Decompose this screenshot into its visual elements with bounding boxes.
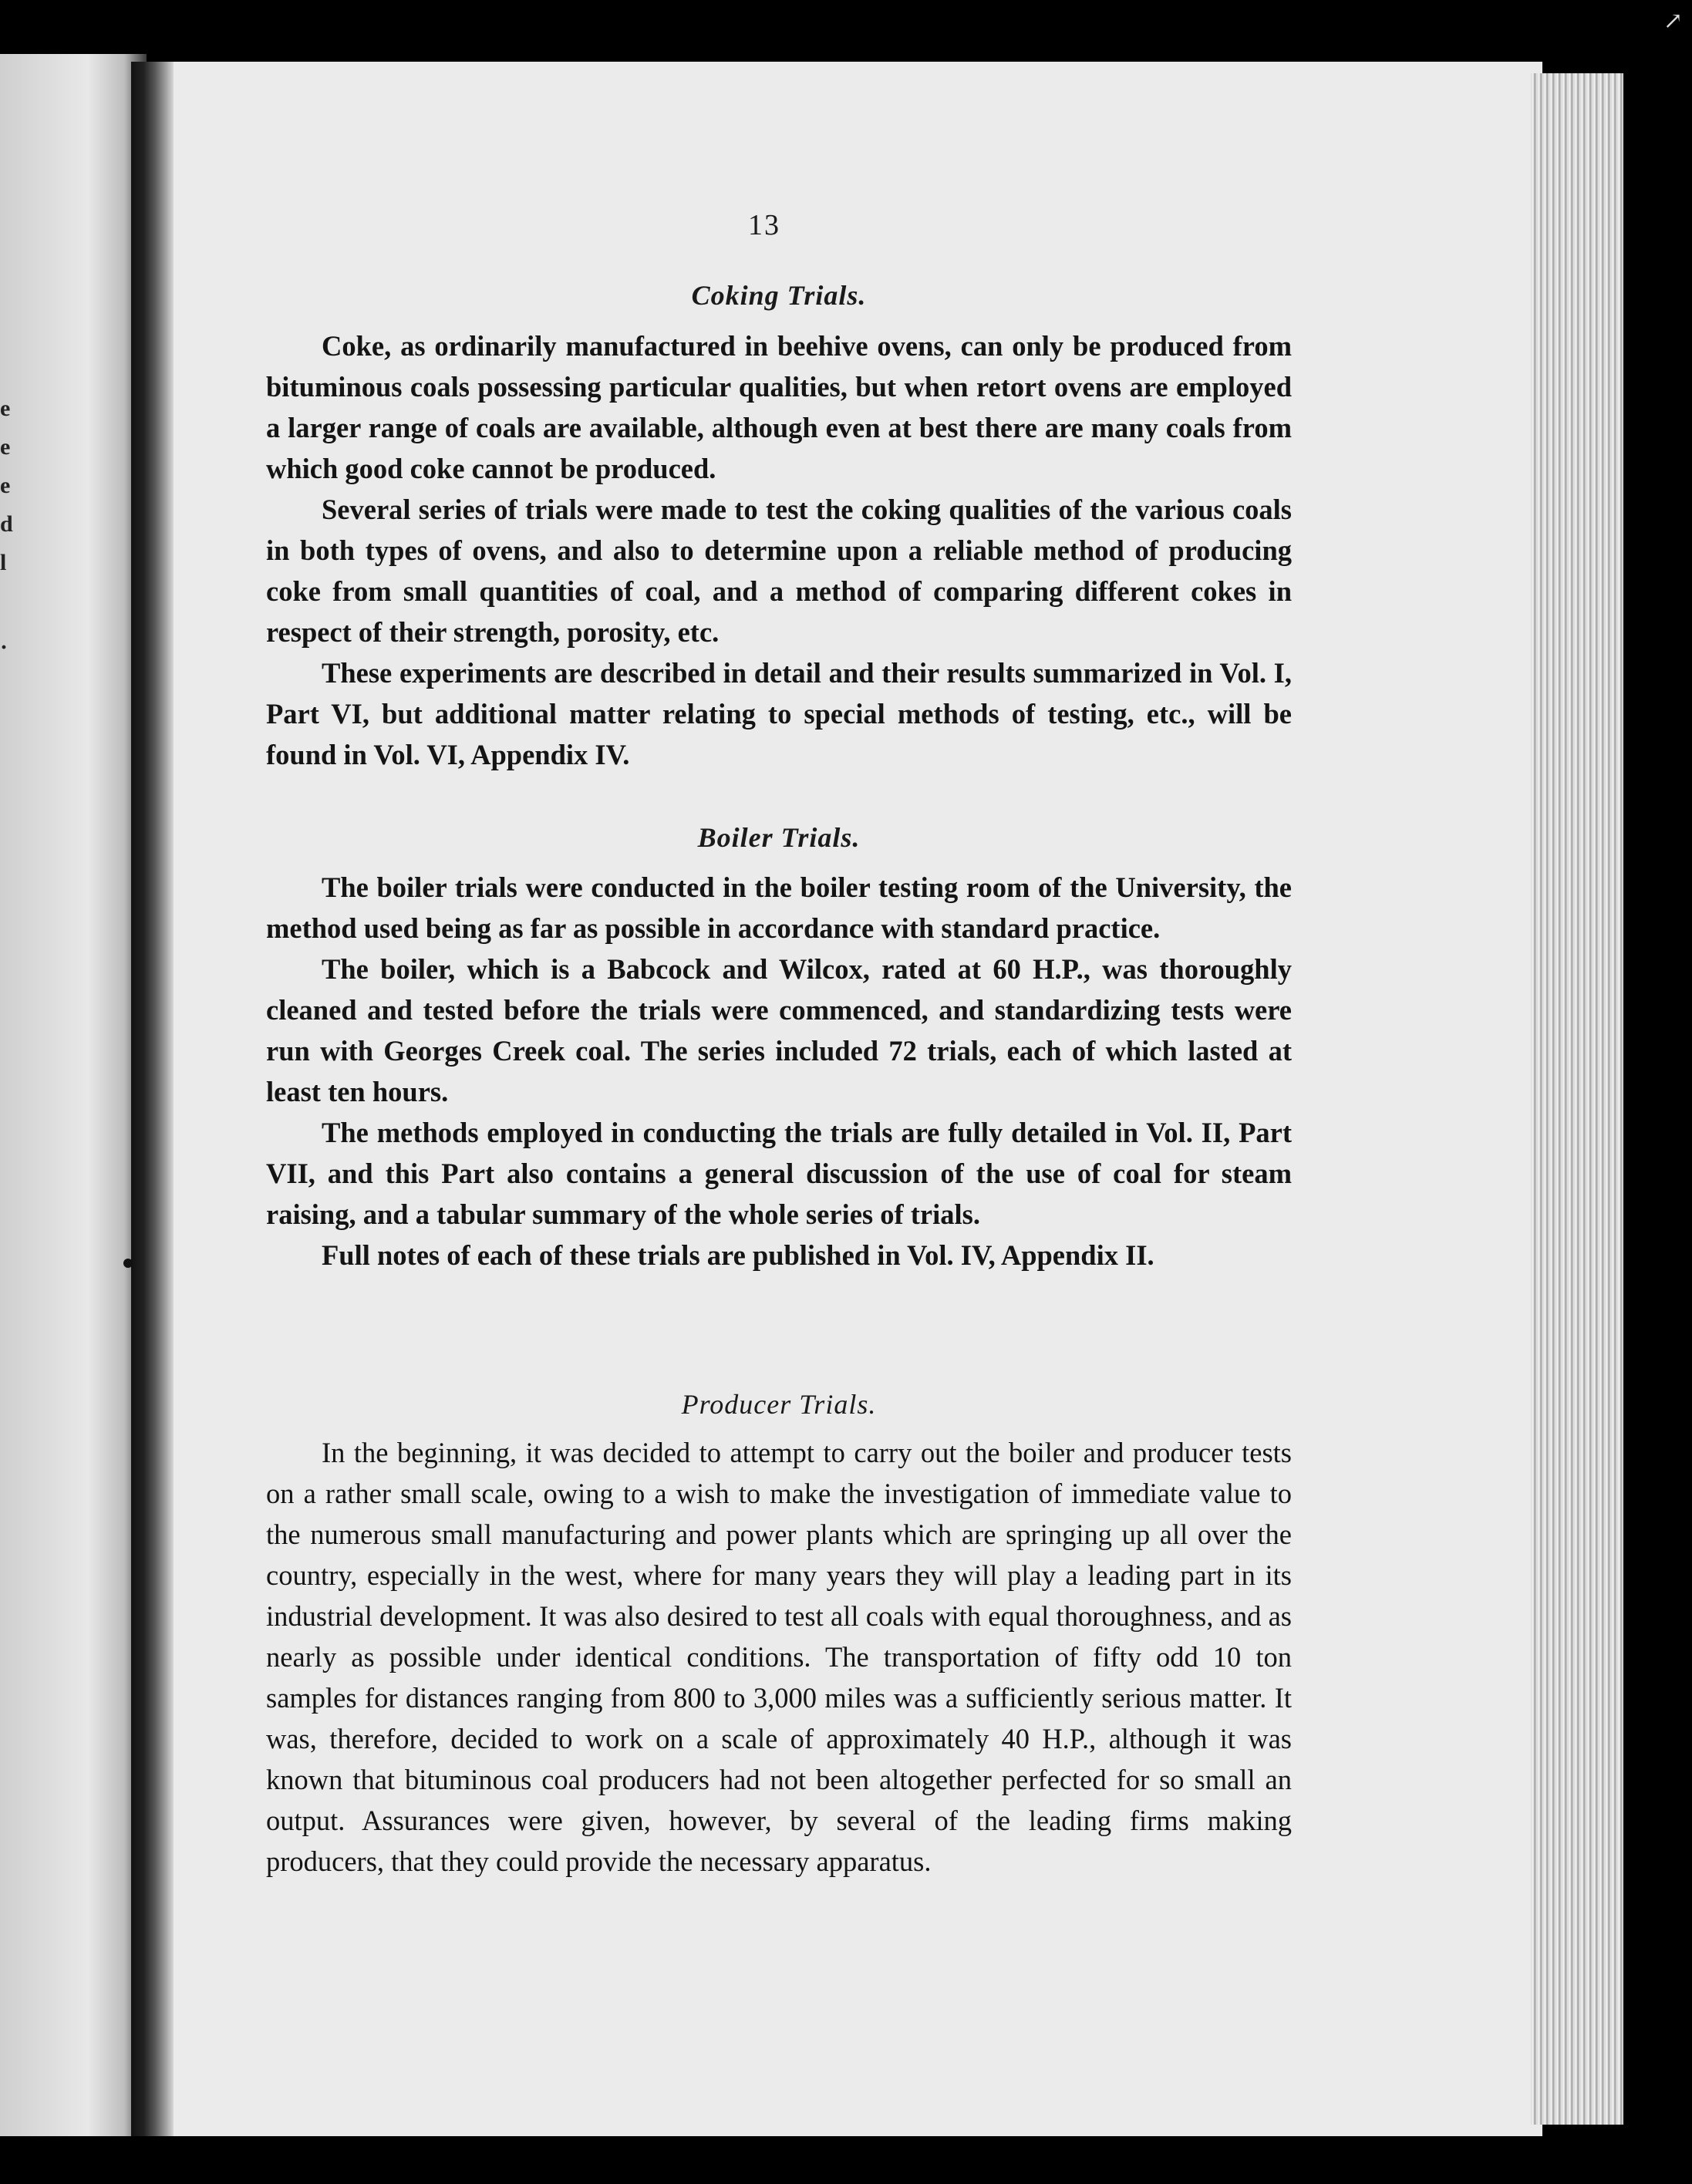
paragraph: In the beginning, it was decided to attempt to carry out the boiler and producer tests on a rather small scale, owing to a wish to make the investigation of immediate value to the numerous small manufacturing and power plants which are springing up all over the country, especially in the west, where for many years they will play a leading part in its industrial development. It was also desired to test all coals with equal thoroughness, and as nearly as possible under identical conditions. The transportation of fifty odd 10 ton samples for distances ranging from 800 to 3,000 miles was a sufficiently serious matter. It was, therefore, decided to work on a scale of approximately 40 H.P., although it was known that bituminous coal producers had not been altogether perfected for so small an output. Assurances were given, however, by several of the leading firms making producers, that they could provide the necessary apparatus. (266, 1437, 1292, 1877)
section-body-boiler (266, 867, 1292, 1276)
corner-mark: ↗ (1663, 8, 1683, 34)
page-edges (1531, 73, 1623, 2125)
paragraph: The boiler trials were conducted in the boiler testing room of the University, the method used being as far as possible in accordance with standard practice. (266, 871, 1292, 944)
paragraph: The boiler, which is a Babcock and Wilcox, rated at 60 H.P., was thoroughly cleaned and tested before the trials were commenced, and standardizing tests were run with Georges Creek coal. The series included 72 trials, each of which lasted at least ten hours. (266, 953, 1292, 1107)
paragraph: Coke, as ordinarily manufactured in beehive ovens, can only be produced from bituminous coals possessing particular qualities, but when retort ovens are employed a larger range of coals are available, although even at best there are many coals from which good coke cannot be produced. (266, 330, 1292, 484)
margin-fragment: e (0, 473, 11, 498)
margin-fragment: · (0, 635, 8, 660)
paragraph: Full notes of each of these trials are published in Vol. IV, Appendix II. (322, 1239, 1154, 1271)
paragraph: These experiments are described in detail and their results summarized in Vol. I, Part VI, but additional matter relating to special methods of testing, etc., will be found in Vol. VI, Appendix IV. (266, 657, 1292, 770)
section-body-producer (266, 1432, 1292, 1882)
section-heading-producer: Producer Trials. (681, 1389, 877, 1420)
section-body-coking (266, 325, 1292, 775)
scan-border (1623, 0, 1692, 2184)
page-number: 13 (748, 209, 780, 241)
margin-fragment: d (0, 511, 13, 537)
section-heading-coking: Coking Trials. (691, 280, 867, 311)
margin-dot (123, 1259, 133, 1268)
paragraph: The methods employed in conducting the trials are fully detailed in Vol. II, Part VII, and this Part also contains a general discussion of the use of coal for steam raising, and a tabular summary of the whole series of trials. (266, 1117, 1292, 1230)
section-heading-boiler: Boiler Trials. (697, 822, 861, 853)
left-margin-fragments (0, 389, 15, 667)
left-page-edge (0, 54, 147, 2136)
margin-fragment: e (0, 434, 11, 460)
book-gutter (131, 62, 174, 2136)
margin-fragment: e (0, 396, 11, 421)
margin-fragment: l (0, 550, 7, 575)
paragraph: Several series of trials were made to test the coking qualities of the various coals in both types of ovens, and also to determine upon a reliable method of producing coke from small quantities of coal, and a method of comparing different cokes in respect of their strength, porosity, etc. (266, 494, 1292, 648)
